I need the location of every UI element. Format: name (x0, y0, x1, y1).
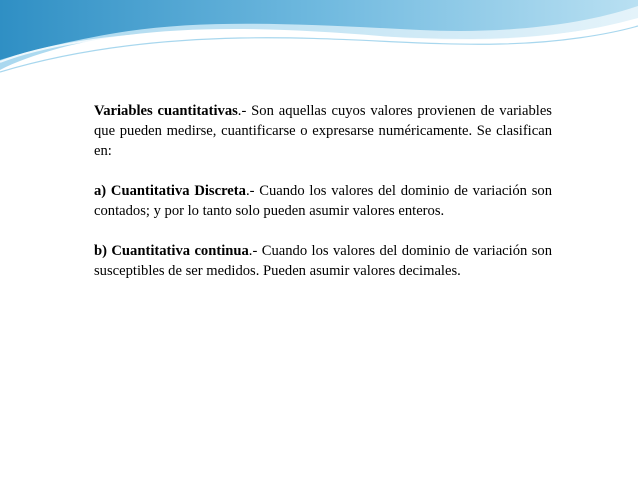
definition-variables-cuantitativas: .- Son aquellas cuyos valores provienen de variables que pueden medirse, cuantificarse o expresarse numéricamente. Se clasifican en: (94, 103, 552, 159)
definition-cuantitativa-continua: .- Cuando los valores del dominio de variación son susceptibles de ser medidos. Pueden asumir valores decimales. (94, 243, 552, 279)
decorative-wave-header (0, 0, 638, 80)
term-cuantitativa-discreta: a) Cuantitativa Discreta (94, 183, 246, 199)
paragraph-variables-cuantitativas (94, 101, 552, 161)
term-variables-cuantitativas: Variables cuantitativas (94, 103, 238, 119)
slide-body (94, 101, 552, 301)
definition-cuantitativa-discreta: .- Cuando los valores del dominio de variación son contados; y por lo tanto solo pueden asumir valores enteros. (94, 183, 552, 219)
paragraph-cuantitativa-discreta (94, 181, 552, 221)
paragraph-cuantitativa-continua (94, 241, 552, 281)
term-cuantitativa-continua: b) Cuantitativa continua (94, 243, 249, 259)
